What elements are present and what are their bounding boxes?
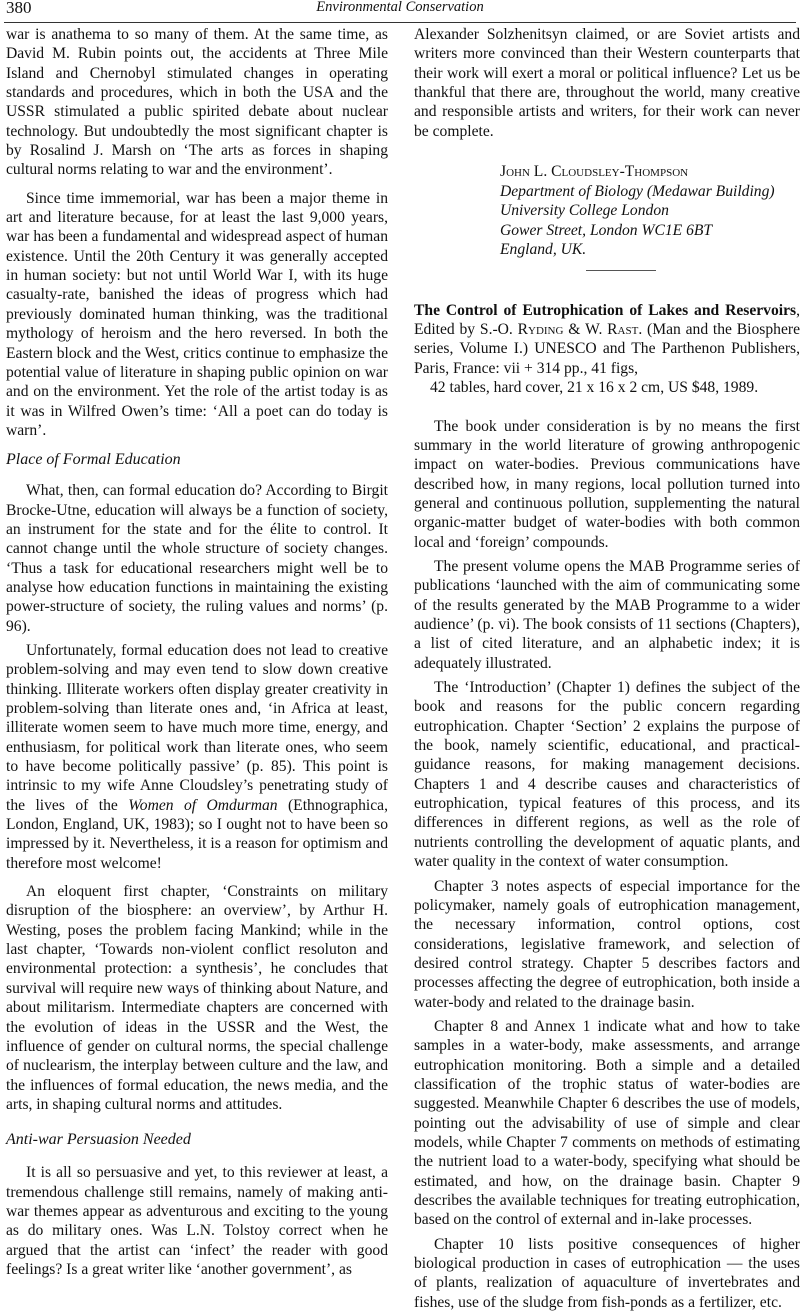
paragraph: The book under consideration is by no means the first summary in the world literature of growing anthropogenic impact on water-bodies. Previous communications have described how, in many regions, local pollution turned into general and continuous pollution, supplementing the natural organic-matter budget of water-bodies with both common local and ‘foreign’ compounds.: [414, 417, 800, 551]
paragraph: Alexander Solzhenitsyn claimed, or are Soviet artists and writers more convinced than their Western counterparts that their work will exert a moral or political influence? Let us be thankful that there are, throughout the world, many creative and responsible artists and writers, for their work can never be complete.: [414, 26, 800, 140]
reviewer-country: England, UK.: [500, 241, 587, 259]
reviewer-address: Gower Street, London WC1E 6BT: [500, 221, 713, 239]
section-heading: Anti-war Persuasion Needed: [6, 1131, 191, 1149]
paragraph-text: Unfortunately, formal education does not lead to creative problem-solving and may even tend to slow down creative thinking. Illiterate workers often display greater creativity in problem-solving than literate ones and, ‘in Africa at least, illiterate women seem to have much more time, energy, and enthusiasm, for political work than literate ones, who seem to have become politically passive’ (p. 85). This point is intrinsic to my wife Anne Cloudsley’s penetrating study of the lives of the: [6, 641, 388, 814]
page-header: [0, 0, 800, 26]
reviewer-affiliation: Department of Biology (Medawar Building): [500, 182, 775, 200]
paragraph-text: (Ethnographica, London, England, UK, 1983); so I ought not to have been so impressed by it. Nevertheless, it is a reason for optimism and therefore most welcome!: [6, 796, 388, 872]
right-column: [414, 25, 800, 1312]
paragraph: Chapter 10 lists positive consequences of higher biological production in cases of eutrophication — the uses of plants, realization of aquaculture of invertebrates and fishes, use of the sludge from fish-ponds as a fertilizer, etc.: [414, 1235, 800, 1311]
paragraph: Chapter 8 and Annex 1 indicate what and how to take samples in a water-body, make assessments, and arrange eutrophication monitoring. Both a simple and a detailed classification of the trophic status of water-bodies are suggested. Meanwhile Chapter 6 describes the use of models, pointing out the advisability of use of simple and clear models, while Chapter 7 comments on methods of estimating the nutrient load to a water-body, specifying what should be estimated, and how, on the drainage basin. Chapter 9 describes the available techniques for treating eutrophication, based on the control of external and in-lake processes.: [414, 1017, 800, 1229]
paragraph: [6, 641, 388, 873]
header-rule: [4, 22, 796, 23]
paragraph: Chapter 3 notes aspects of especial importance for the policymaker, namely goals of eutrophication management, the necessary information, control options, cost considerations, legislative framework, and selection of desired control strategy. Chapter 5 describes factors and processes affecting the degree of eutrophication, both inside a water-body and related to the drainage basin.: [414, 877, 800, 1011]
editor-name: S.-O. Ryding: [479, 320, 564, 338]
paragraph: What, then, can formal education do? According to Birgit Brocke-Utne, education will always be a function of society, an instrument for the state and for the élite to control. It cannot change until the whole structure of society changes. ‘Thus a task for educational researchers might well be to analyse how education functions in maintaining the existing power-structure of society, the ruling values and norms’ (p. 96).: [6, 482, 388, 635]
page-number: 380: [6, 0, 32, 17]
paragraph: An eloquent first chapter, ‘Constraints on military disruption of the biosphere: an overview’, by Arthur H. Westing, poses the problem facing Mankind; while in the last chapter, ‘Towards non-violent conflict resoluton and environmental protection: a synthesis’, he concludes that survival will require new ways of thinking about Nature, and about militarism. Intermediate chapters are concerned with the evolution of ideas in the USSR and the West, the influence of gender on cultural norms, the special challenge of nuclearism, the interplay between culture and the law, and the influences of formal education, the news media, and the arts, in shaping cultural norms and attitudes.: [6, 883, 388, 1113]
publication-details: 42 tables, hard cover, 21 x 16 x 2 cm, US $48, 1989.: [430, 379, 759, 397]
review-heading: [414, 301, 800, 398]
left-column: [6, 25, 388, 1279]
paragraph: The ‘Introduction’ (Chapter 1) defines the subject of the book and reasons for the public concern regarding eutrophication. Chapter ‘Section’ 2 explains the purpose of the book, namely scientific, educational, and practical-guidance reasons, for making management decisions. Chapters 1 and 4 describe causes and characteristics of eutrophication, typical features of this process, and its differences in different regions, as well as the role of nutrients controlling the development of aquatic plants, and water quality in the context of water consumption.: [414, 679, 800, 871]
editor-name: W. Rast: [585, 320, 639, 338]
paragraph: war is anathema to so many of them. At the same time, as David M. Rubin points out, the accidents at Three Mile Island and Chernobyl stimulated changes in operating standards and procedures, which in both the USA and the USSR stimulated a public spirited debate about nuclear technology. But undoubtedly the most significant chapter is by Rosalind J. Marsh on ‘The arts as forces in shaping cultural norms relating to war and the environment’.: [6, 26, 388, 179]
reviewer-signature: [500, 162, 800, 260]
paragraph: It is all so persuasive and yet, to this reviewer at least, a tremendous challenge still remains, namely of making anti-war themes appear as adventurous and exciting to the young as do military ones. Was L.N. Tolstoy correct when he argued that the artist can ‘infect’ the reader with good feelings? Is a great writer like ‘another government’, as: [6, 1164, 388, 1278]
book-title: Women of Omdurman: [128, 796, 278, 814]
paragraph: Since time immemorial, war has been a major theme in art and literature because, for at least the last 9,000 years, war has been a fundamental and widespread aspect of human existence. Until the 20th Century it was generally accepted in human society: but not until World War I, with its huge casualty-rate, banished the ideas of progress which had previously dominated human thinking, was the traditional mythology of heroism and the hero reversed. In both the Eastern block and the West, critics continue to emphasize the potential value of literature in shaping public opinion on war and on the environment. Yet the role of the artist today is as it was in Wilfred Owen’s time: ‘All a poet can do today is warn’.: [6, 189, 388, 439]
section-heading: Place of Formal Education: [6, 451, 181, 469]
paragraph: The present volume opens the MAB Programme series of publications ‘launched with the aim of communicating some of the results generated by the MAB Programme to a wider audience’ (p. vi). The book consists of 11 sections (Chapters), a list of cited literature, and an alphabetic index; it is adequately illustrated.: [414, 558, 800, 672]
journal-title: Environmental Conservation: [316, 0, 484, 15]
section-divider: [586, 270, 656, 271]
reviewer-name: John L. Cloudsley-Thompson: [500, 163, 689, 181]
review-heading-text: &: [563, 320, 586, 338]
book-title: The Control of Eutrophication of Lakes and Reservoirs: [414, 301, 797, 319]
reviewer-affiliation: University College London: [500, 202, 669, 220]
review-heading-text: , Edited by: [414, 301, 800, 338]
publication-details: . (Man and the Biosphere series, Volume I.) UNESCO and The Parthenon Publishers, Paris, France: vii + 314 pp., 41 figs,: [414, 320, 800, 377]
